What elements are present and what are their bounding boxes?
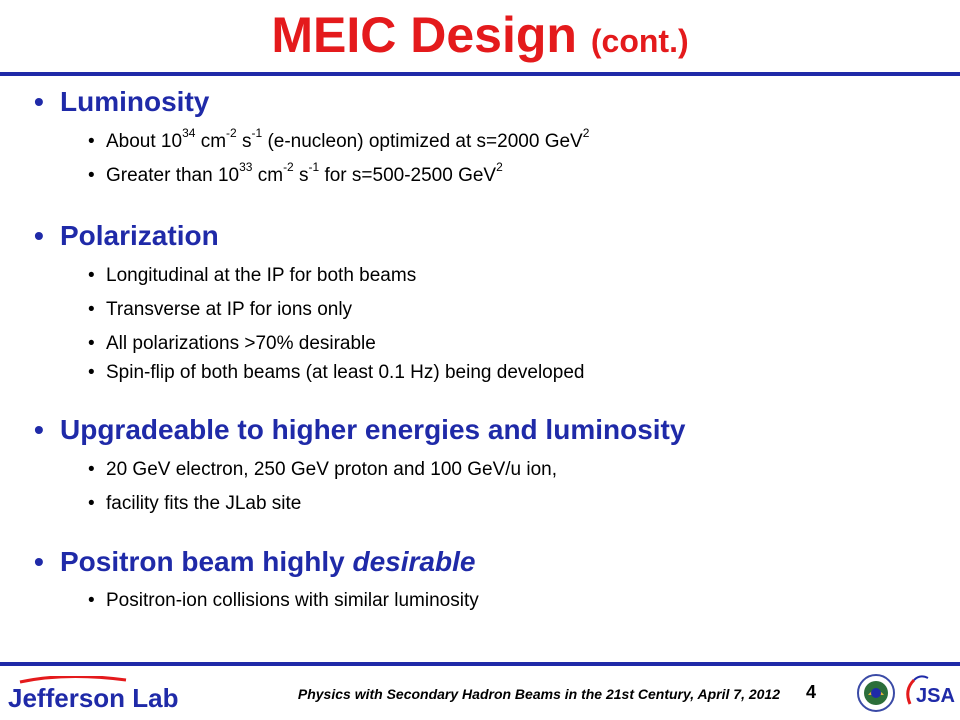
bullet-icon: • — [34, 86, 44, 117]
bullet-icon: • — [88, 299, 95, 320]
list-item: • All polarizations >70% desirable — [88, 333, 376, 354]
list-item: • Transverse at IP for ions only — [88, 299, 353, 320]
doe-seal-icon — [856, 673, 896, 713]
bullet-icon: • — [88, 590, 95, 611]
bottom-divider — [0, 662, 960, 666]
bullet-icon: • — [88, 362, 95, 383]
bullet-icon: • — [34, 220, 44, 251]
bullet-icon: • — [34, 546, 44, 577]
list-item: • About $10^{34}$ $cm^{-2}$ $s^{-1}$ (e-nucleon) optimized at s=2000 GeV$^2$ — [88, 125, 590, 152]
list-item: • facility fits the JLab site — [88, 493, 302, 514]
title-sub: (cont.) — [590, 23, 689, 59]
conference-caption: Physics with Secondary Hadron Beams in the 21st Century, April 7, 2012 — [297, 686, 780, 702]
heading-upgradeable: • Upgradeable to higher energies and luminosity — [34, 414, 686, 445]
jsa-logo-text: JSA — [916, 685, 955, 707]
title-main: MEIC Design — [271, 7, 577, 63]
bullet-icon: • — [88, 493, 95, 514]
bullet-icon: • — [34, 414, 44, 445]
heading-luminosity: • Luminosity — [34, 86, 210, 117]
page-number: 4 — [806, 682, 817, 702]
logo-text: Jefferson Lab — [8, 683, 179, 713]
bullet-icon: • — [88, 131, 95, 152]
bullet-icon: • — [88, 165, 95, 186]
list-item: • Longitudinal at the IP for both beams — [88, 265, 417, 286]
bullet-icon: • — [88, 333, 95, 354]
jsa-logo — [900, 672, 956, 714]
list-item: • Positron-ion collisions with similar luminosity — [88, 590, 479, 611]
jefferson-lab-logo — [6, 676, 206, 716]
list-item: • Spin-flip of both beams (at least 0.1 Hz) being developed — [88, 362, 585, 383]
bullet-icon: • — [88, 459, 95, 480]
heading-positron: • Positron beam highly desirable — [34, 546, 476, 577]
heading-polarization: • Polarization — [34, 220, 219, 251]
list-item: • Greater than $10^{33}$ $cm^{-2}$ $s^{-1}$ for s=500-2500 GeV$^2$ — [88, 159, 503, 186]
list-item: • 20 GeV electron, 250 GeV proton and 100 GeV/u ion, — [88, 459, 558, 480]
bullet-icon: • — [88, 265, 95, 286]
